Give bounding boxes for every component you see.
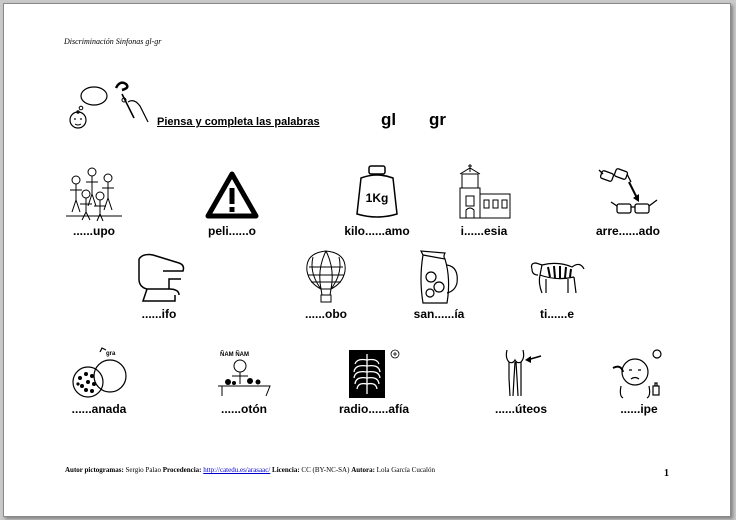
exercise-item	[424, 164, 544, 238]
warning-triangle-icon	[202, 164, 262, 222]
page-number: 1	[664, 468, 669, 479]
source-label: Procedencia:	[162, 466, 202, 474]
author-by-label: Autora:	[351, 466, 375, 474]
license-value: CC (BY-NC-SA)	[301, 466, 350, 474]
word-fill-blank: radio......afía	[338, 402, 410, 416]
author-label: Autor pictogramas:	[65, 466, 124, 474]
word-fill-blank: san......ía	[413, 307, 465, 321]
exercise-item	[314, 346, 434, 416]
church-icon	[454, 164, 514, 222]
word-fill-blank: i......esia	[460, 224, 508, 238]
letter-gr: gr	[429, 110, 446, 129]
exercise-item	[579, 346, 699, 416]
word-fill-blank: ......obo	[305, 307, 347, 321]
exercise-item	[379, 249, 499, 321]
exercise-item	[461, 346, 581, 416]
glutton-label: ÑAM ÑAM	[220, 352, 249, 358]
faucet-icon	[129, 249, 189, 305]
license-label: Licencia:	[272, 466, 300, 474]
pomegranate-label: gra	[106, 351, 116, 357]
word-fill-blank: peli......o	[207, 224, 256, 238]
group-people-icon	[64, 164, 124, 222]
author-by-name: Lola García Cucalón	[376, 466, 435, 474]
word-fill-blank: ......úteos	[494, 402, 547, 416]
flu-person-icon	[609, 346, 669, 400]
word-fill-blank: ......ipe	[620, 402, 658, 416]
weight-label: 1Kg	[365, 191, 389, 205]
footer-credits	[65, 466, 435, 474]
pitcher-icon	[413, 249, 465, 305]
word-fill-blank: ......upo	[73, 224, 115, 238]
header-text: Discriminación Sinfonas gl-gr	[64, 37, 162, 46]
exercise-item	[184, 346, 304, 416]
exercise-item	[172, 164, 292, 238]
word-fill-blank: arre......ado	[595, 224, 661, 238]
word-fill-blank: ti......e	[539, 307, 574, 321]
exercise-item	[99, 249, 219, 321]
instructions-title: Piensa y completa las palabras	[157, 116, 320, 128]
buttocks-legs-icon	[491, 346, 551, 400]
word-fill-blank: ......anada	[71, 402, 127, 416]
glutton-eating-icon	[214, 346, 274, 400]
hot-air-balloon-icon	[301, 249, 351, 305]
pomegranate-icon	[66, 346, 132, 400]
exercise-item	[317, 164, 437, 238]
weight-1kg-icon	[347, 164, 407, 222]
exercise-item	[497, 249, 617, 321]
document-page	[3, 3, 731, 517]
think-write-icon	[64, 74, 156, 130]
exercise-item	[568, 164, 688, 238]
word-fill-blank: ......ifo	[141, 307, 177, 321]
author-name: Sergio Palao	[125, 466, 161, 474]
exercise-item	[39, 346, 159, 416]
exercise-item	[34, 164, 154, 238]
tiger-icon	[528, 249, 586, 305]
source-link[interactable]: http://catedu.es/arasaac/	[203, 466, 271, 474]
xray-chest-icon	[341, 346, 407, 400]
letter-gl: gl	[381, 110, 397, 129]
word-fill-blank: ......otón	[221, 402, 267, 416]
glasses-arrow-icon	[597, 164, 659, 222]
word-fill-blank: kilo......amo	[344, 224, 410, 238]
exercise-item	[266, 249, 386, 321]
